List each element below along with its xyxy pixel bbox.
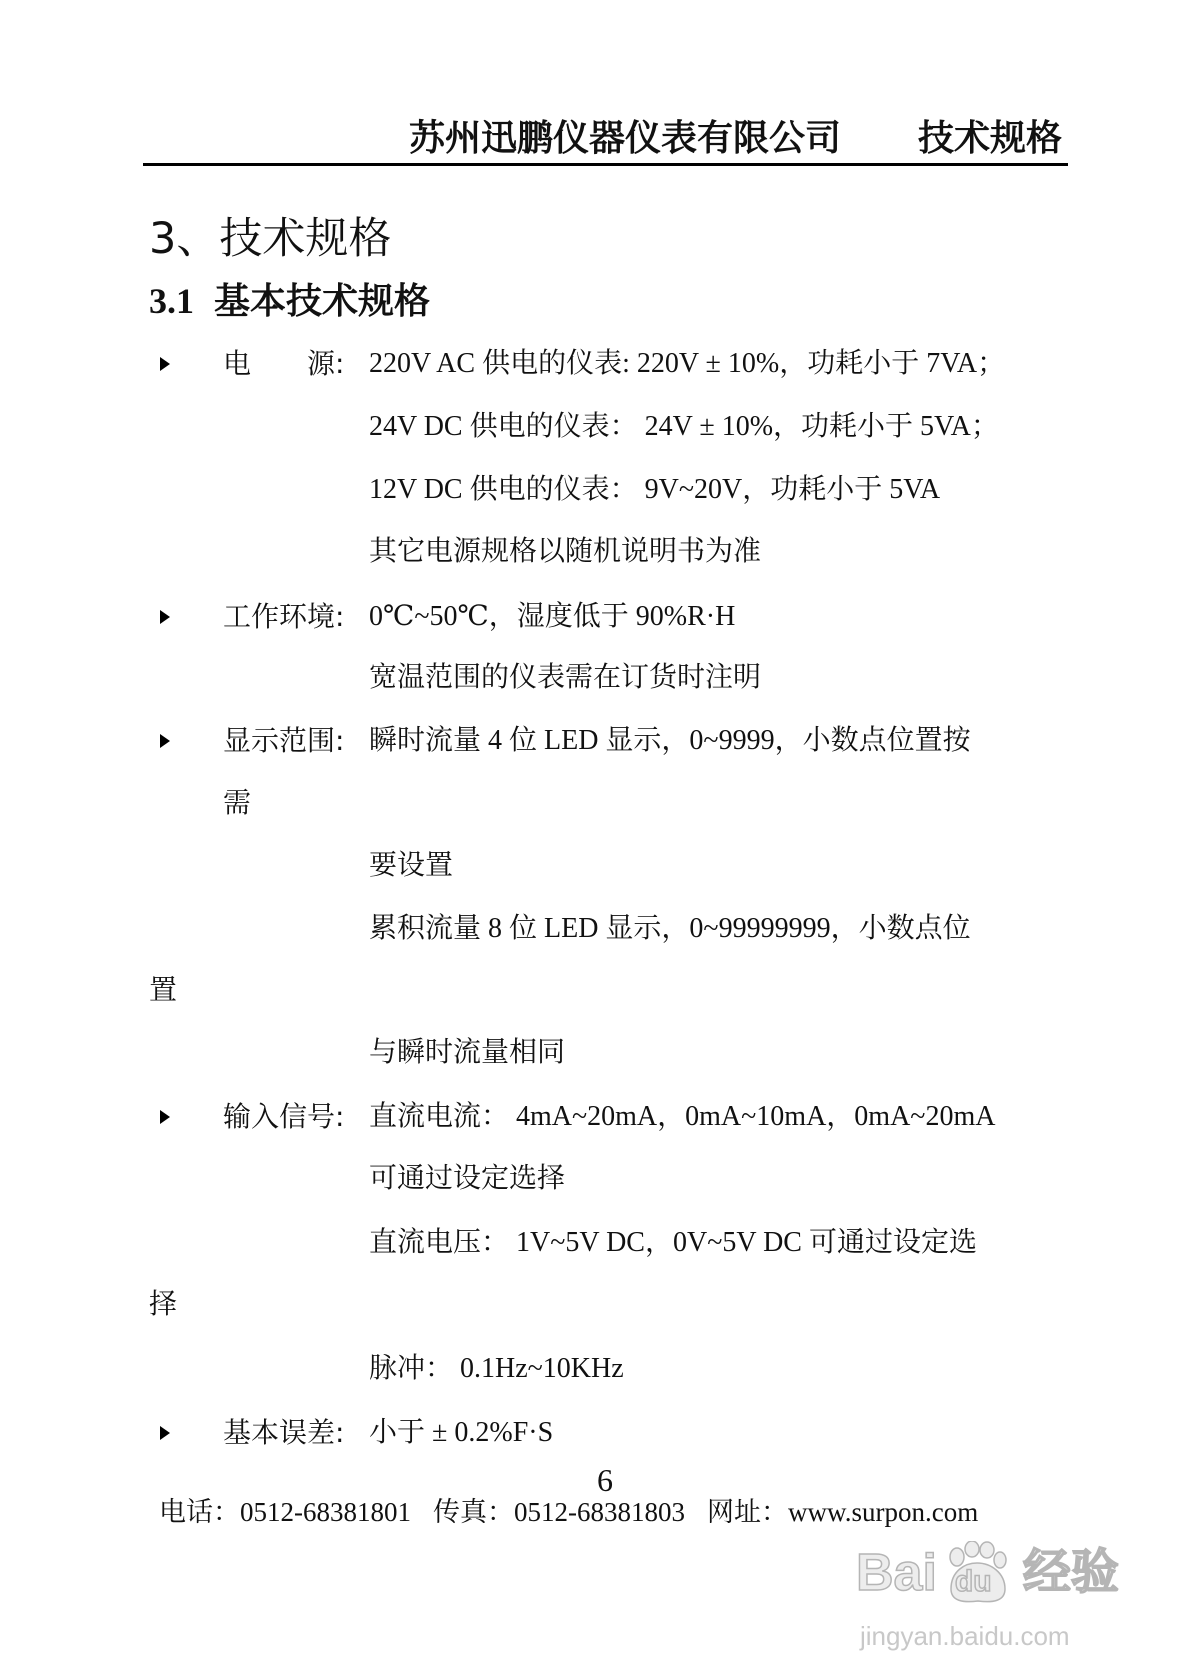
watermark-product: 经验 [1022,1546,1119,1599]
watermark-brand-b: du [954,1565,992,1598]
spec-line: 要设置 [369,850,454,881]
triangle-right-icon [160,357,170,371]
spec-line: 12V DC 供电的仪表： 9V~20V，功耗小于 5VA [369,474,941,505]
spec-line: 累积流量 8 位 LED 显示，0~99999999，小数点位 [369,913,971,944]
spec-line: 小于 ± 0.2%F·S [369,1417,554,1448]
chapter-title: 3、技术规格 [149,214,392,264]
spec-label-display-range: 显示范围: [223,724,345,757]
spec-label-power: 电 源: [223,347,345,380]
watermark-brand-a: Bai [856,1544,937,1602]
spec-line: 宽温范围的仪表需在订货时注明 [369,662,762,693]
spec-line: 择 [149,1289,178,1320]
footer-phone: 电话：0512-68381801 [159,1497,411,1527]
footer-website: 网址：www.surpon.com [707,1497,979,1527]
spec-line: 24V DC 供电的仪表： 24V ± 10%，功耗小于 5VA； [369,411,999,442]
spec-line: 直流电流： 4mA~20mA，0mA~10mA，0mA~20mA [369,1101,996,1132]
header-rule [143,163,1068,166]
spec-line: 需 [223,788,252,819]
header-section: 技术规格 [918,118,1063,158]
spec-line: 与瞬时流量相同 [369,1037,566,1068]
spec-line: 0℃~50℃，湿度低于 90%R·H [369,601,736,632]
spec-label-basic-error: 基本误差: [223,1416,345,1449]
triangle-right-icon [160,1426,170,1440]
spec-line: 置 [149,975,178,1006]
spec-label-input-signal: 输入信号: [223,1100,345,1133]
section-number: 3.1 [149,281,194,321]
spec-line: 其它电源规格以随机说明书为准 [369,536,762,567]
spec-label-environment: 工作环境: [223,600,345,633]
baidu-watermark [856,1541,1119,1605]
spec-line: 瞬时流量 4 位 LED 显示，0~9999，小数点位置按 [369,725,971,756]
paw-icon [937,1541,1019,1605]
page-number: 6 [597,1462,613,1498]
page-footer [159,1494,978,1530]
header-company: 苏州迅鹏仪器仪表有限公司 [409,118,842,158]
section-heading: 基本技术规格 [214,281,431,322]
section-title [149,279,430,324]
triangle-right-icon [160,1110,170,1124]
spec-line: 220V AC 供电的仪表: 220V ± 10%，功耗小于 7VA； [369,348,1006,379]
triangle-right-icon [160,610,170,624]
spec-line: 可通过设定选择 [369,1163,566,1194]
spec-line: 脉冲： 0.1Hz~10KHz [369,1353,624,1384]
spec-line: 直流电压： 1V~5V DC，0V~5V DC 可通过设定选 [369,1227,977,1258]
triangle-right-icon [160,734,170,748]
watermark-url: jingyan.baidu.com [860,1621,1070,1651]
footer-fax: 传真：0512-68381803 [433,1497,685,1527]
